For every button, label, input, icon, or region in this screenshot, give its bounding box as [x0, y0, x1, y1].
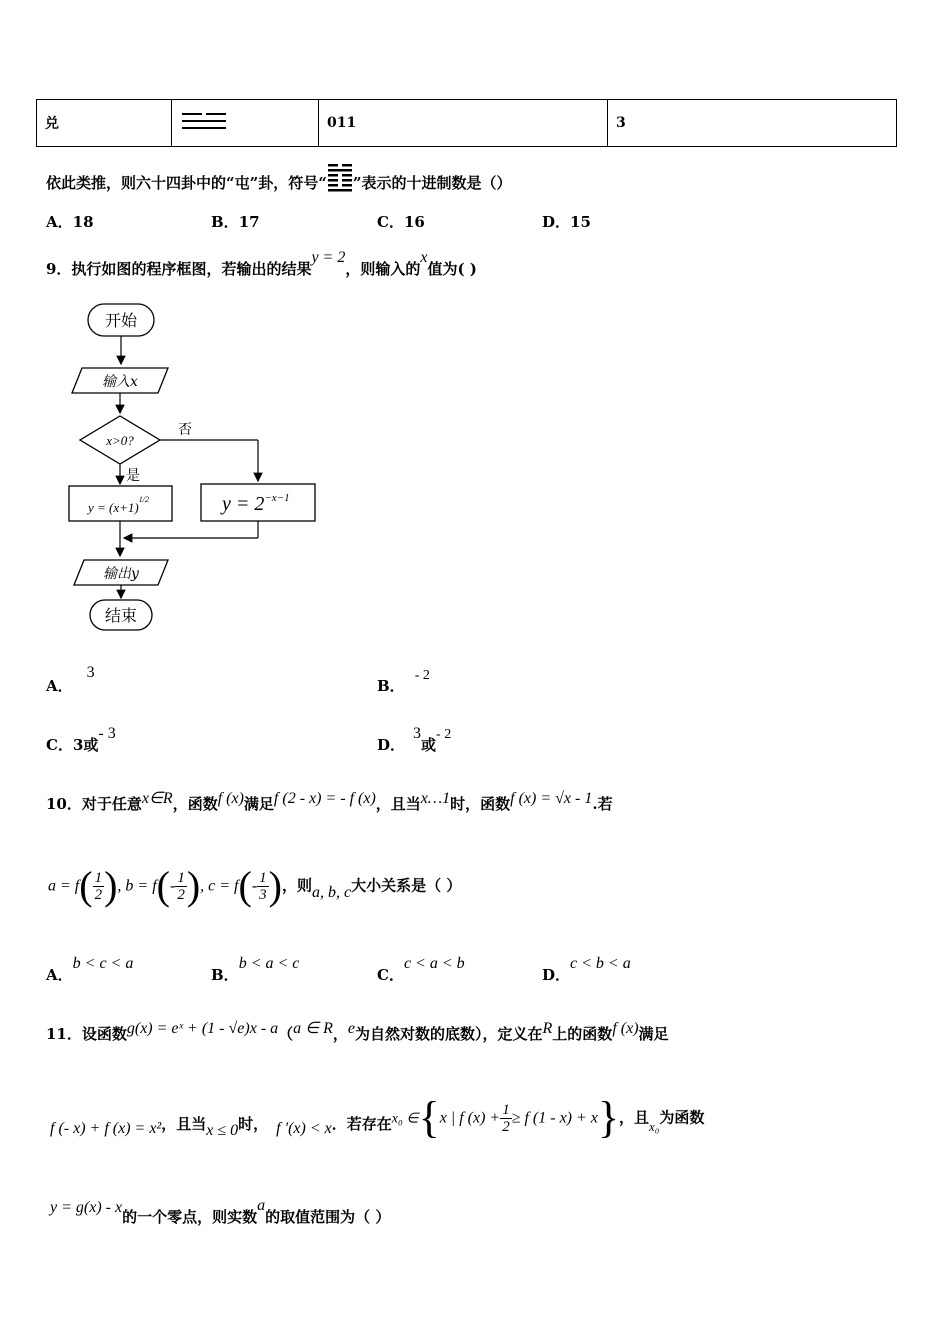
- flow-output-label: 输出y: [103, 566, 139, 582]
- zhun-hexagram-symbol: [327, 164, 353, 194]
- q11-final-line: y = g(x) - x的一个零点，则实数a的取值范围为（ ）: [50, 1197, 391, 1226]
- q10-stem: 10．对于任意x∈R，函数f (x)满足f (2 - x) = - f (x)，且当x…1时，函数f (x) = √x - 1.若: [46, 790, 613, 813]
- q8-option-c[interactable]: C．16: [377, 213, 425, 231]
- q9-option-a[interactable]: A．3: [46, 664, 95, 695]
- q8-option-a[interactable]: A．18: [46, 213, 94, 231]
- trigram-binary-cell: 011: [319, 100, 608, 147]
- flow-no-formula: y = 2: [222, 493, 265, 515]
- trigram-symbol-cell: [172, 100, 319, 147]
- flow-no-exponent: −x−1: [264, 492, 290, 504]
- q8-option-d[interactable]: D．15: [542, 213, 591, 231]
- flow-input-label: 输入x: [102, 374, 138, 390]
- trigram-name-cell: 兑: [37, 100, 172, 147]
- q10-option-a[interactable]: A．b < c < a: [46, 955, 134, 984]
- q11-condition-line: f (- x) + f (x) = x²，且当x ≤ 0时， f ′(x) < x．若存在x₀ ∈{x | f (x) + $\frac{1}{2}$ ≥ f (1 - x) + x}，且$_{x_0}$为函数: [50, 1093, 705, 1142]
- q10-option-c[interactable]: C．c < a < b: [377, 955, 465, 984]
- q8-stem: 依此类推，则六十四卦中的“屯”卦，符号“ ”表示的十进制数是（）: [46, 164, 512, 194]
- q9-option-d[interactable]: D．3或- 2: [377, 725, 452, 754]
- q9-flowchart: [60, 298, 330, 638]
- flow-no-label: 否: [178, 422, 192, 438]
- q10-option-b[interactable]: B．b < a < c: [211, 955, 300, 984]
- flow-decision-label: x>0?: [106, 433, 134, 448]
- flow-yes-exponent: 1/2: [138, 495, 149, 504]
- flow-yes-formula: y = (x+1): [88, 500, 139, 515]
- flow-start-label: 开始: [104, 311, 138, 330]
- q10-abc-definition: a = f( $\frac{1}{2}$ ), b = f(- $\frac{1}{2}$ ), c = f(- $\frac{1}{3}$ )，则a, b, c大小关系是（ ）: [48, 863, 462, 908]
- flow-yes-label: 是: [126, 468, 140, 484]
- q8-option-b[interactable]: B．17: [211, 213, 260, 231]
- q11-stem: 11．设函数g(x) = eˣ + (1 - √e)x - a（a ∈ R，e为自然对数的底数），定义在R上的函数f (x)满足: [46, 1020, 669, 1043]
- q10-option-d[interactable]: D．c < b < a: [542, 955, 631, 984]
- trigram-dui-symbol: [180, 109, 230, 133]
- q9-option-b[interactable]: B．- 2: [377, 668, 430, 695]
- q9-stem: 9．执行如图的程序框图，若输出的结果y = 2，则输入的x值为( ): [46, 249, 477, 278]
- trigram-table: [36, 99, 897, 147]
- trigram-decimal-cell: 3: [608, 100, 897, 147]
- q9-option-c[interactable]: C．3或- 3: [46, 725, 116, 754]
- flow-end-label: 结束: [104, 606, 138, 625]
